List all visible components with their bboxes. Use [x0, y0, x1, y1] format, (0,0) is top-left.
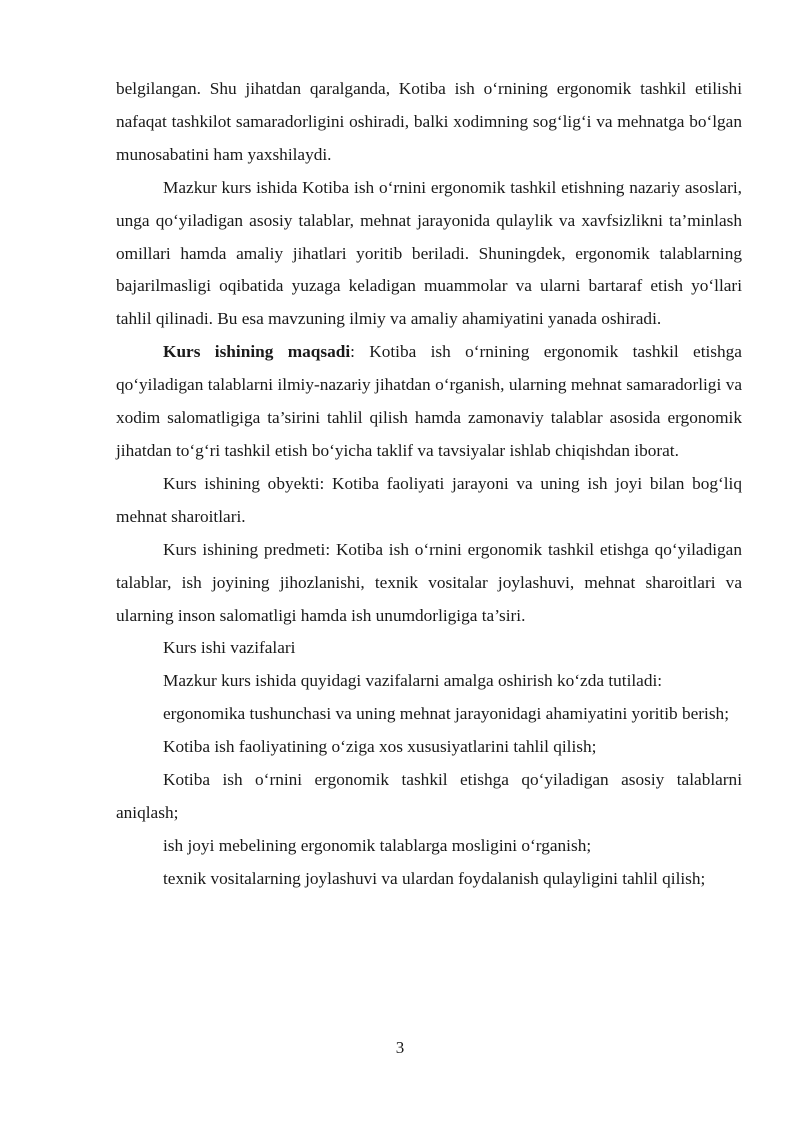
paragraph-text: Mazkur kurs ishida Kotiba ish o‘rnini ergonomik tashkil etishning nazariy asoslari, unga qo‘yiladigan asosiy talablar, mehnat jarayonida qulaylik va xavfsizlikni ta’minlash omillari hamda amaliy jihatlari yoritib beriladi. Shuningdek, ergonomik talablarning bajarilmasligi oqibatida yuzaga keladigan muammolar va ularni bartaraf etish yo‘llari tahlil qilinadi. Bu esa mavzuning ilmiy va amaliy ahamiyatini yanada oshiradi. — [116, 177, 742, 329]
task-item — [116, 863, 742, 896]
paragraph-course-goal — [116, 336, 742, 468]
paragraph-text: Kotiba ish faoliyatining o‘ziga xos xususiyatlarini tahlil qilish; — [163, 737, 597, 757]
paragraph-course-subject — [116, 534, 742, 633]
task-item — [116, 731, 742, 764]
paragraph-1 — [116, 73, 742, 172]
paragraph-text: ish joyi mebelining ergonomik talablarga mosligini o‘rganish; — [163, 835, 592, 855]
paragraph-text: : Kotiba ish o‘rnining ergonomik tashkil etishga qo‘yiladigan talablarni ilmiy-nazariy jihatdan o‘rganish, ularning mehnat samaradorligi va xodim salomatligiga ta’sirini tahlil qilish hamda zamonaviy talablar asosida ergonomik jihatdan to‘g‘ri tashkil etish bo‘yicha taklif va tavsiyalar ishlab chiqishdan iborat. — [116, 342, 742, 460]
paragraph-tasks-heading — [116, 632, 742, 665]
paragraph-text: Kurs ishining obyekti: Kotiba faoliyati jarayoni va uning ish joyi bilan bog‘liq mehnat sharoitlari. — [116, 473, 742, 526]
paragraph-course-object — [116, 468, 742, 534]
paragraph-text: Kurs ishining predmeti: Kotiba ish o‘rnini ergonomik tashkil etishga qo‘yiladigan talablar, ish joyining jihozlanishi, texnik vositalar joylashuvi, mehnat sharoitlari va ularning inson salomatligi hamda ish unumdorligiga ta’siri. — [116, 539, 742, 625]
paragraph-2 — [116, 172, 742, 337]
paragraph-text: texnik vositalarning joylashuvi va ulardan foydalanish qulayligini tahlil qilish; — [163, 868, 706, 888]
paragraph-text: Kotiba ish o‘rnini ergonomik tashkil etishga qo‘yiladigan asosiy talablarni aniqlash; — [116, 770, 742, 822]
document-body — [116, 73, 742, 896]
paragraph-text: Mazkur kurs ishida quyidagi vazifalarni amalga oshirish ko‘zda tutiladi: — [163, 671, 663, 691]
task-item — [116, 830, 742, 863]
paragraph-text: ergonomika tushunchasi va uning mehnat jarayonidagi ahamiyatini yoritib berish; — [163, 704, 729, 724]
paragraph-text: Kurs ishi vazifalari — [163, 638, 296, 658]
paragraph-text: belgilangan. Shu jihatdan qaralganda, Kotiba ish o‘rnining ergonomik tashkil etilishi nafaqat tashkilot samaradorligini oshiradi, balki xodimning sog‘lig‘i va mehnatga bo‘lgan munosabatini ham yaxshilaydi. — [116, 79, 742, 164]
task-item — [116, 698, 742, 731]
task-item — [116, 764, 742, 830]
paragraph-tasks-intro — [116, 665, 742, 698]
page-number: 3 — [395, 1038, 405, 1057]
goal-heading: Kurs ishining maqsadi — [163, 342, 351, 362]
